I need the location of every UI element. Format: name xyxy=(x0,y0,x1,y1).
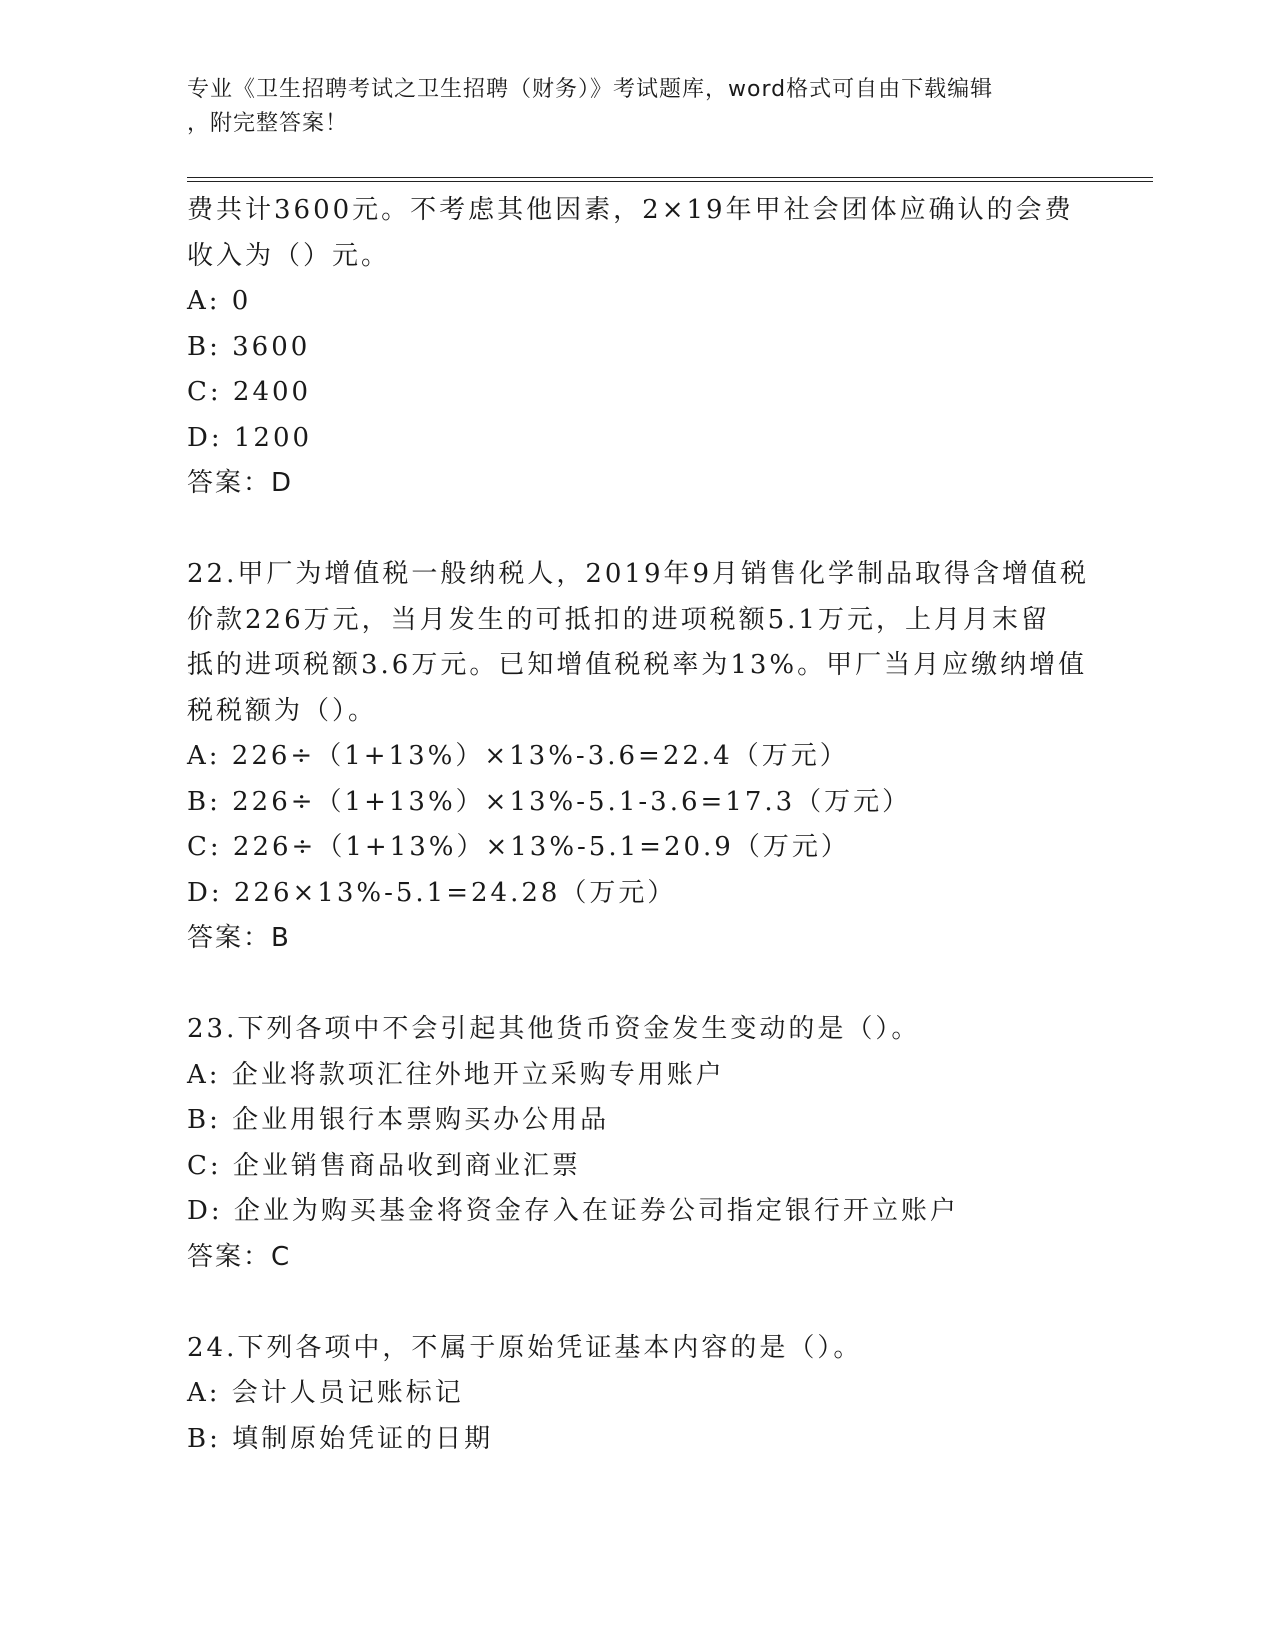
question-stem-line: 23.下列各项中不会引起其他货币资金发生变动的是（）。 xyxy=(187,1014,921,1044)
option-d: D: 226×13%-5.1=24.28（万元） xyxy=(187,877,677,908)
question-stem-line: 价款226万元，当月发生的可抵扣的进项税额5.1万元，上月月末留 xyxy=(187,604,1050,635)
question-stem-line: 24.下列各项中，不属于原始凭证基本内容的是（）。 xyxy=(187,1332,863,1363)
option-b: B: 填制原始凭证的日期 xyxy=(187,1423,494,1454)
question-stem-line: 22.甲厂为增值税一般纳税人，2019年9月销售化学制品取得含增值税 xyxy=(187,559,1090,589)
question-21 xyxy=(187,188,1087,507)
option-a: A: 会计人员记账标记 xyxy=(187,1378,464,1408)
header-title-line-1: 专业《卫生招聘考试之卫生招聘（财务）》考试题库，word格式可自由下载编辑 xyxy=(187,77,994,102)
spacer xyxy=(187,962,1087,1008)
header-title-line-2: ，附完整答案！ xyxy=(187,111,349,136)
option-b: B: 企业用银行本票购买办公用品 xyxy=(187,1105,610,1135)
option-a: A: 0 xyxy=(187,286,252,316)
question-24 xyxy=(187,1326,1087,1463)
answer-label: 答案：D xyxy=(187,468,294,498)
option-c: C: 226÷（1+13%）×13%-5.1=20.9（万元） xyxy=(187,832,850,862)
option-b: B: 226÷（1+13%）×13%-5.1-3.6=17.3（万元） xyxy=(187,786,912,817)
option-d: D: 企业为购买基金将资金存入在证券公司指定银行开立账户 xyxy=(187,1196,959,1226)
question-stem-line: 抵的进项税额3.6万元。已知增值税税率为13%。甲厂当月应缴纳增值 xyxy=(187,650,1088,680)
header-divider-bottom xyxy=(187,181,1153,182)
option-c: C: 2400 xyxy=(187,377,312,407)
question-stem-line: 收入为（）元。 xyxy=(187,240,391,271)
question-22 xyxy=(187,552,1090,962)
option-d: D: 1200 xyxy=(187,422,313,453)
option-a: A: 企业将款项汇往外地开立采购专用账户 xyxy=(187,1059,725,1090)
option-c: C: 企业销售商品收到商业汇票 xyxy=(187,1150,581,1181)
answer-label: 答案：C xyxy=(187,1241,292,1272)
option-a: A: 226÷（1+13%）×13%-3.6=22.4（万元） xyxy=(187,741,849,771)
spacer xyxy=(187,1280,1087,1326)
page-header xyxy=(187,73,1067,141)
option-b: B: 3600 xyxy=(187,331,311,362)
question-23 xyxy=(187,1007,1087,1280)
spacer xyxy=(187,507,1087,553)
answer-label: 答案：B xyxy=(187,923,291,953)
header-divider-top xyxy=(187,177,1153,178)
question-stem-line: 费共计3600元。不考虑其他因素，2×19年甲社会团体应确认的会费 xyxy=(187,195,1074,225)
question-list xyxy=(187,188,1090,1462)
question-stem-line: 税税额为（）。 xyxy=(187,695,378,726)
